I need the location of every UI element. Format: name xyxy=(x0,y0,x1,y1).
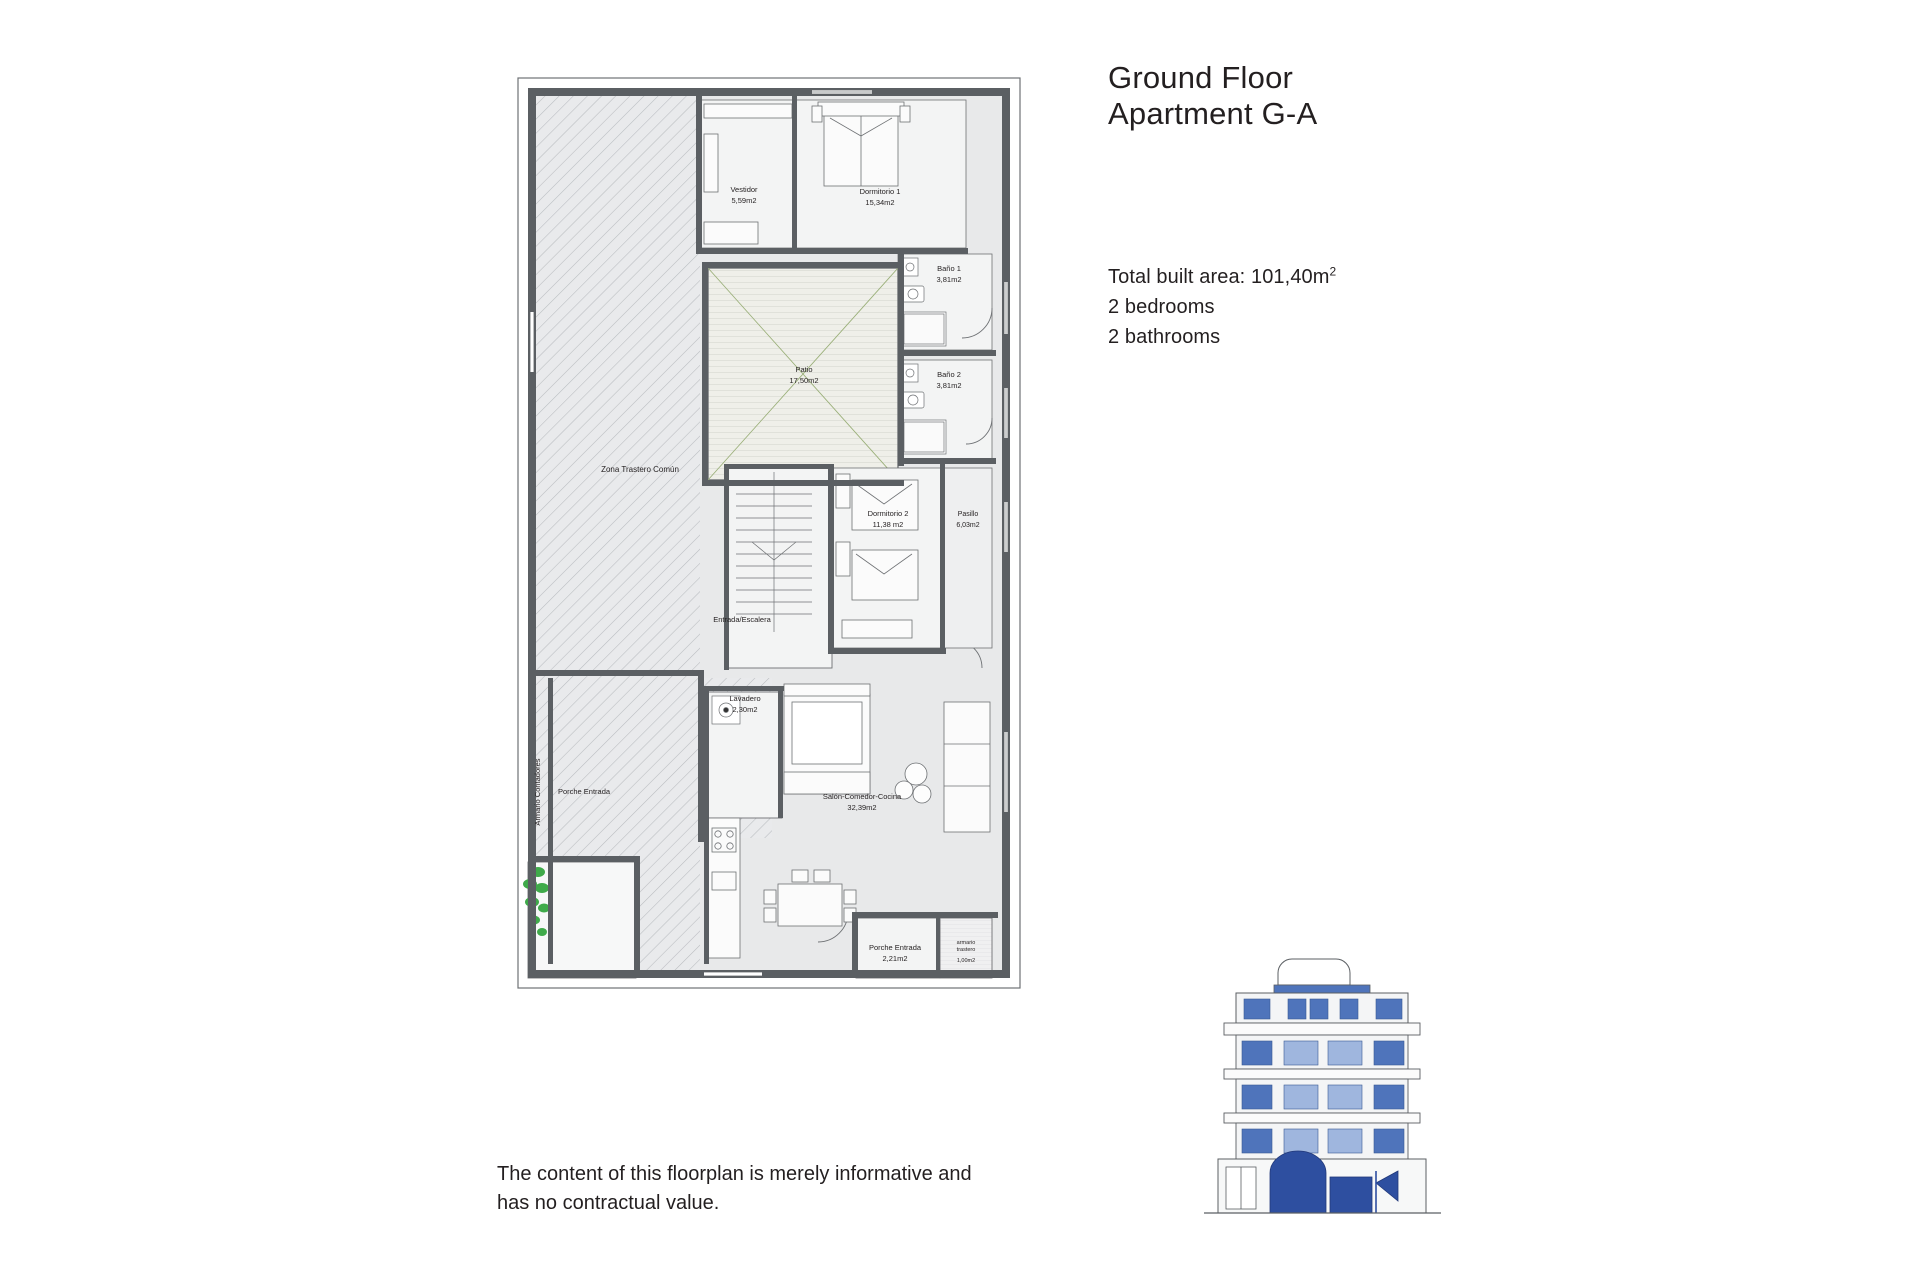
floorplan-drawing xyxy=(512,72,1072,1062)
disclaimer xyxy=(497,1160,1137,1218)
room-label-dormitorio-1: Dormitorio 1 xyxy=(859,187,901,196)
room-label-porche-entrada-rear: Porche Entrada xyxy=(868,943,922,952)
specs-block xyxy=(1108,262,1568,352)
building-elevation-drawing xyxy=(1200,955,1445,1220)
room-area-patio: 17,50m2 xyxy=(789,376,819,385)
room-label-salon-comedor-cocina: Salón-Comedor-Cocina xyxy=(822,792,902,801)
room-area-armario-trastero: 1,00m2 xyxy=(956,958,976,964)
room-area-lavadero: 2,30m2 xyxy=(732,705,758,714)
room-area-dormitorio-2: 11,38 m2 xyxy=(872,520,904,529)
title-block xyxy=(1108,60,1608,133)
room-label-patio: Patio xyxy=(795,365,813,374)
zone-label-entrada-escalera: Entrada/Escalera xyxy=(713,615,771,624)
room-area-vestidor: 5,59m2 xyxy=(731,196,757,205)
page-title-line-2: Apartment G-A xyxy=(1108,96,1318,132)
room-label-bano-2: Baño 2 xyxy=(937,370,961,379)
room-label-pasillo: Pasillo xyxy=(957,511,979,518)
zone-label-porche-entrada-front: Porche Entrada xyxy=(557,787,611,796)
area-unit-superscript: 2 xyxy=(1329,264,1337,279)
room-area-bano-1: 3,81m2 xyxy=(936,275,962,284)
disclaimer-line-2: has no contractual value. xyxy=(497,1192,720,1214)
room-label-armario-trastero-2: trastero xyxy=(956,947,976,953)
total-built-area-text: Total built area: 101,40m xyxy=(1108,266,1330,288)
disclaimer-line-1: The content of this floorplan is merely informative and xyxy=(497,1163,972,1185)
zone-label-zona-trastero-comun: Zona Trastero Común xyxy=(601,465,679,474)
room-label-vestidor: Vestidor xyxy=(730,185,758,194)
room-label-bano-1: Baño 1 xyxy=(937,264,961,273)
bathrooms-count: 2 bathrooms xyxy=(1108,326,1221,348)
zone-label-armario-contadores: Armario Contadores xyxy=(533,758,542,826)
room-area-porche-entrada-rear: 2,21m2 xyxy=(882,954,908,963)
room-label-dormitorio-2: Dormitorio 2 xyxy=(867,509,909,518)
total-built-area xyxy=(1108,262,1568,292)
room-label-lavadero: Lavadero xyxy=(729,694,761,703)
room-area-pasillo: 6,03m2 xyxy=(956,522,980,529)
room-area-bano-2: 3,81m2 xyxy=(936,381,962,390)
page-title-line-1: Ground Floor xyxy=(1108,60,1294,95)
room-label-armario-trastero: armario xyxy=(956,940,976,946)
room-area-salon-comedor-cocina: 32,39m2 xyxy=(847,803,877,812)
bedrooms-count: 2 bedrooms xyxy=(1108,296,1215,318)
room-area-dormitorio-1: 15,34m2 xyxy=(865,198,895,207)
